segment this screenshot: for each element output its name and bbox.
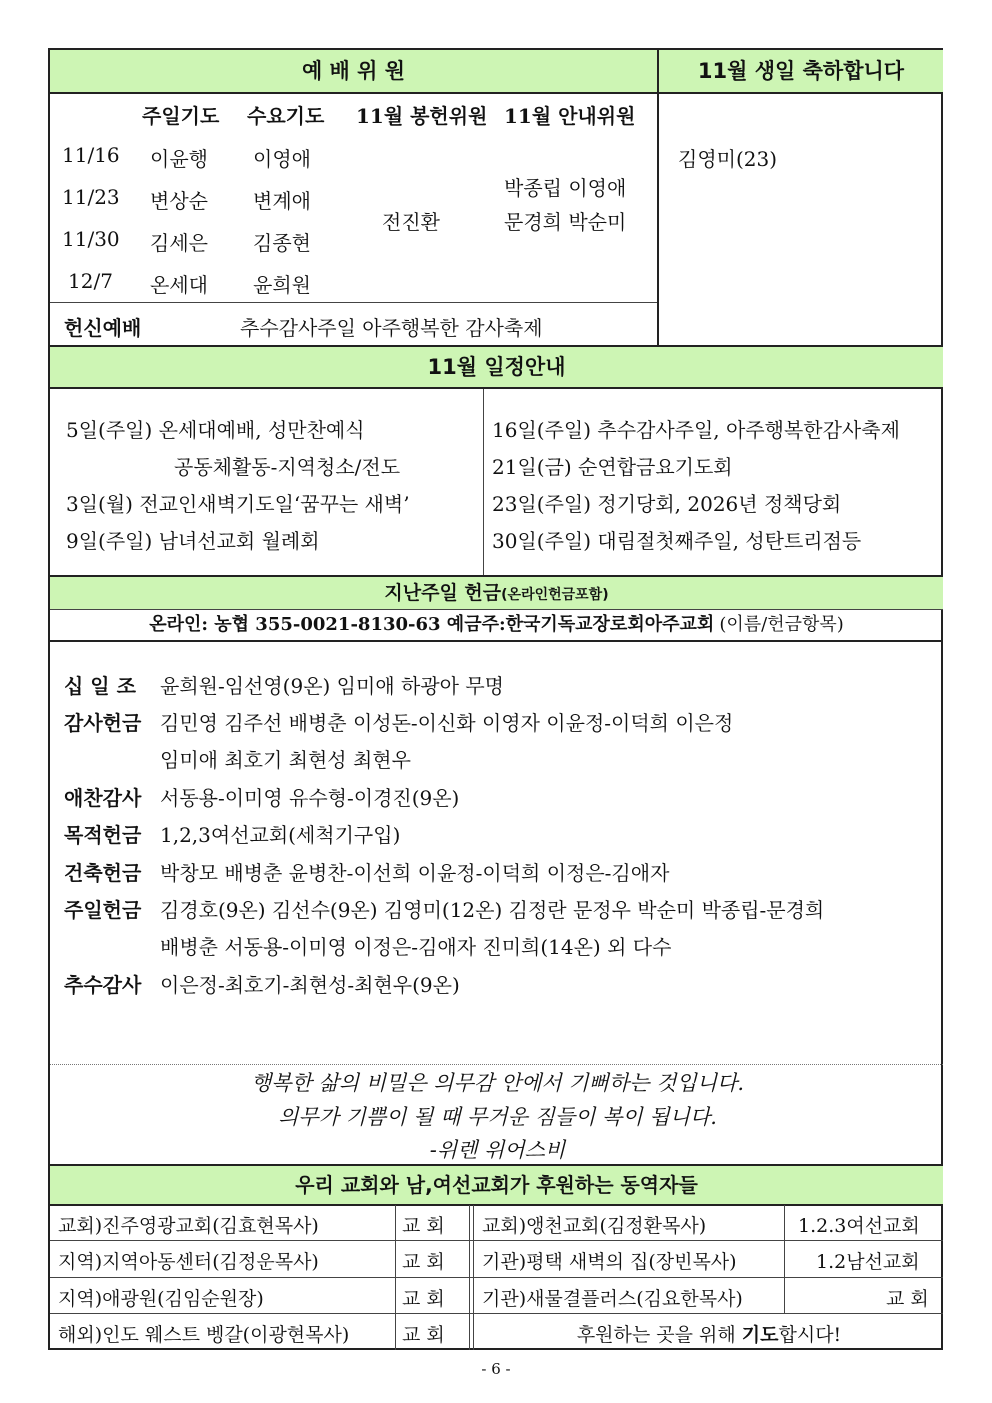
quote-line-1: 행복한 삶의 비밀은 의무감 안에서 기뻐하는 것입니다.	[250, 1071, 745, 1095]
quote-line-2: 의무가 기쁨이 될 때 무거운 짐들이 복이 됩니다.	[278, 1105, 717, 1129]
col-wed-prayer: 수요기도	[247, 104, 325, 128]
schedule-right-item: 16일(주일) 추수감사주일, 아주행복한감사축제	[492, 418, 900, 442]
col-offering-committee: 11월 봉헌위원	[356, 104, 488, 128]
offering-header	[50, 577, 943, 609]
offering-label-building: 건축헌금	[64, 861, 142, 885]
online-account-note: (이름/헌금항목)	[719, 614, 844, 635]
dedication-label: 헌신예배	[64, 316, 142, 340]
col-sunday-prayer: 주일기도	[142, 104, 220, 128]
support-sponsor: 교 회	[402, 1288, 445, 1310]
support-sponsor: 교 회	[402, 1215, 445, 1237]
support-partner: 기관)새물결플러스(김요한목사)	[482, 1288, 743, 1310]
worship-row-wed: 김종현	[253, 231, 311, 255]
schedule-left-item: 공동체활동-지역청소/전도	[174, 455, 401, 479]
birthday-header: 11월 생일 축하합니다	[659, 50, 943, 92]
offering-label-sunday: 주일헌금	[64, 898, 142, 922]
worship-row-sunday: 온세대	[150, 273, 208, 297]
offering-label-purpose: 목적헌금	[64, 823, 142, 847]
offering-label-harvest: 추수감사	[64, 973, 142, 997]
support-partner: 교회)앵천교회(김정환목사)	[482, 1215, 707, 1237]
worship-row-date: 11/23	[62, 185, 120, 209]
offering-names: 김민영 김주선 배병춘 이성돈-이신화 이영자 이윤정-이덕희 이은정	[160, 711, 734, 735]
page-number: - 6 -	[481, 1360, 511, 1378]
support-header: 우리 교회와 남,여선교회가 후원하는 동역자들	[50, 1166, 943, 1204]
schedule-right-item: 23일(주일) 정기당회, 2026년 정책당회	[492, 492, 842, 516]
worship-row-date: 11/16	[62, 143, 120, 167]
offering-committee-member: 전진환	[382, 210, 440, 234]
schedule-right-item: 21일(금) 순연합금요기도회	[492, 455, 733, 479]
support-partner: 해외)인도 웨스트 벵갈(이광현목사)	[58, 1324, 350, 1346]
offering-header-title: 지난주일 헌금	[384, 582, 502, 604]
bulletin-page	[48, 48, 943, 1350]
support-partner: 지역)지역아동센터(김정운목사)	[58, 1251, 319, 1273]
worship-row-wed: 윤희원	[253, 273, 311, 297]
worship-row-wed: 이영애	[253, 147, 311, 171]
support-partner: 교회)진주영광교회(김효현목사)	[58, 1215, 319, 1237]
ushers-line-1: 박종립 이영애	[504, 176, 627, 200]
offering-header-note: (온라인헌금포함)	[501, 587, 609, 603]
offering-names: 서동용-이미영 유수형-이경진(9온)	[160, 786, 460, 810]
schedule-header: 11월 일정안내	[50, 347, 943, 387]
support-sponsor: 교 회	[886, 1288, 929, 1310]
offering-names: 임미애 최호기 최현성 최현우	[160, 748, 411, 772]
offering-names: 이은정-최호기-최현성-최현우(9온)	[160, 973, 460, 997]
worship-row-wed: 변계애	[253, 189, 311, 213]
dedication-text: 추수감사주일 아주행복한 감사축제	[240, 316, 543, 340]
schedule-left-item: 5일(주일) 온세대예배, 성만찬예식	[66, 418, 365, 442]
support-sponsor: 교 회	[402, 1251, 445, 1273]
worship-row-date: 12/7	[68, 269, 113, 293]
offering-label-tithe: 십 일 조	[64, 674, 136, 698]
worship-row-date: 11/30	[62, 227, 120, 251]
support-partner: 지역)애광원(김임순원장)	[58, 1288, 264, 1310]
support-sponsor: 1.2남선교회	[816, 1251, 920, 1273]
support-closing: 후원하는 곳을 위해 기도합시다!	[576, 1324, 842, 1346]
worship-header: 예 배 위 원	[50, 50, 657, 92]
offering-names: 1,2,3여선교회(세척기구입)	[160, 823, 401, 847]
schedule-right-item: 30일(주일) 대림절첫째주일, 성탄트리점등	[492, 529, 862, 553]
online-account-info: 온라인: 농협 355-0021-8130-63 예금주:한국기독교장로회아주교회	[149, 614, 715, 635]
col-ushers: 11월 안내위원	[504, 104, 636, 128]
support-sponsor: 1.2.3여선교회	[798, 1215, 920, 1237]
worship-row-sunday: 이윤행	[150, 147, 208, 171]
online-account-line	[50, 610, 943, 640]
offering-names: 배병춘 서동용-이미영 이정은-김애자 진미희(14온) 외 다수	[160, 935, 672, 959]
support-sponsor: 교 회	[402, 1324, 445, 1346]
offering-label-thanks: 감사헌금	[64, 711, 142, 735]
schedule-left-item: 3일(월) 전교인새벽기도일‘꿈꾸는 새벽’	[66, 492, 410, 516]
worship-row-sunday: 변상순	[150, 189, 208, 213]
ushers-line-2: 문경희 박순미	[504, 210, 627, 234]
schedule-left-item: 9일(주일) 남녀선교회 월례회	[66, 529, 320, 553]
birthday-names: 김영미(23)	[678, 147, 778, 171]
offering-names: 윤희원-임선영(9온) 임미애 하광아 무명	[160, 674, 504, 698]
quote-author: -위렌 위어스비	[429, 1138, 566, 1162]
worship-row-sunday: 김세은	[150, 231, 208, 255]
support-partner: 기관)평택 새벽의 집(장빈목사)	[482, 1251, 737, 1273]
offering-names: 박창모 배병춘 윤병찬-이선희 이윤정-이덕희 이정은-김애자	[160, 861, 670, 885]
offering-label-meal: 애찬감사	[64, 786, 142, 810]
offering-names: 김경호(9온) 김선수(9온) 김영미(12온) 김정란 문정우 박순미 박종립-문경희	[160, 898, 825, 922]
